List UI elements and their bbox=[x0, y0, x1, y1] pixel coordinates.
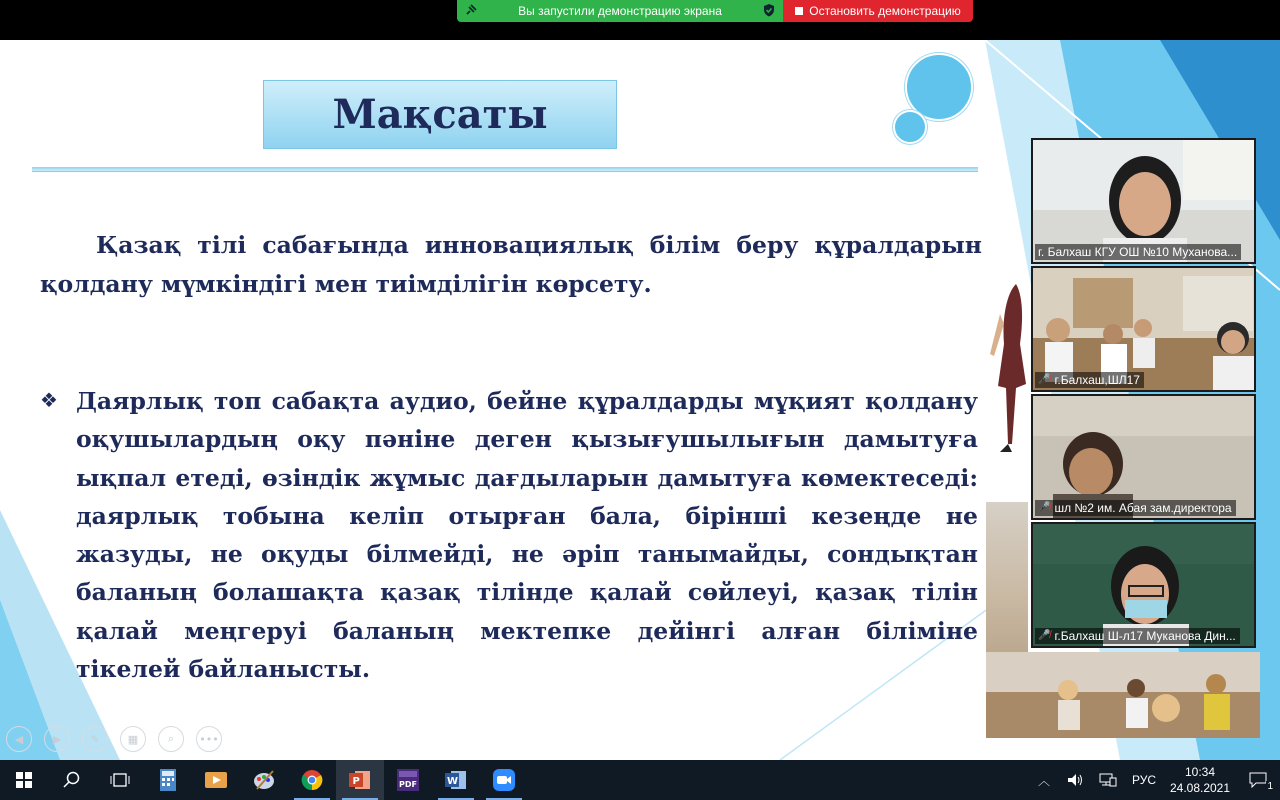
video-tile[interactable] bbox=[1031, 266, 1256, 392]
speaker-icon bbox=[1068, 773, 1084, 787]
decorative-circle-small bbox=[893, 110, 927, 144]
show-hidden-icons-button[interactable] bbox=[1028, 760, 1060, 800]
slide-bullet bbox=[40, 382, 978, 688]
chrome-icon bbox=[301, 769, 323, 791]
more-icon: ••• bbox=[199, 732, 219, 746]
video-tile-name: г. Балхаш КГУ ОШ №10 Муханова... bbox=[1035, 244, 1241, 260]
start-button[interactable] bbox=[0, 760, 48, 800]
powerpoint-icon bbox=[349, 769, 371, 791]
zoom-app-icon bbox=[493, 769, 515, 791]
video-tile[interactable] bbox=[1031, 522, 1256, 648]
notification-icon bbox=[1249, 772, 1267, 788]
pin-icon bbox=[465, 4, 477, 19]
task-view-icon bbox=[110, 772, 130, 788]
paint-icon bbox=[253, 769, 275, 791]
word-app[interactable] bbox=[432, 760, 480, 800]
media-player-icon bbox=[205, 770, 227, 790]
previous-icon: ◀ bbox=[14, 732, 24, 746]
video-tile-name: 🎤̸ г.Балхаш,ШЛ17 bbox=[1035, 372, 1144, 388]
language-indicator[interactable]: РУС bbox=[1131, 773, 1157, 787]
zoom-app[interactable] bbox=[480, 760, 528, 800]
search-button[interactable] bbox=[48, 760, 96, 800]
paint-app[interactable] bbox=[240, 760, 288, 800]
notifications-button[interactable] bbox=[1236, 760, 1280, 800]
network-icon bbox=[1099, 773, 1117, 787]
pen-tool-button[interactable] bbox=[82, 726, 108, 752]
zoom-icon: ⌕ bbox=[167, 732, 175, 745]
clock-date: 24.08.2021 bbox=[1169, 781, 1231, 795]
pen-icon: ✎ bbox=[90, 732, 100, 746]
svg-text:PDF: PDF bbox=[399, 780, 417, 789]
more-options-button[interactable] bbox=[196, 726, 222, 752]
slides-icon: ▦ bbox=[127, 732, 139, 746]
slide-title: Мақсаты bbox=[332, 91, 548, 138]
calculator-app[interactable] bbox=[144, 760, 192, 800]
video-tile-name: 🎤̸ шл №2 им. Абая зам.директора bbox=[1035, 500, 1236, 516]
zoom-slide-button[interactable] bbox=[158, 726, 184, 752]
pdf-app[interactable] bbox=[384, 760, 432, 800]
slide-title-box bbox=[263, 80, 617, 149]
bullet-text: Даярлық топ сабақта аудио, бейне құралдарды мұқият қолдану оқушылардың оқу пәніне деген қызығушылығын дамытуға ықпал етеді, өзіндік жұмыс дағдыларын дамытуға көмектеседі: даярлық тобына келіп отырған бала, бірінші кезеңде не жазуды, не оқуды білмейді, не әріп танымайды, сондықтан баланың болашақта қазақ тілінде қалай сөйлеуі, қазақ тілін қалай меңгеруі баланың мектепке дейінгі алған біліміне тікелей байланысты. bbox=[76, 387, 978, 684]
chevron-up-icon: ︿ bbox=[1037, 773, 1050, 788]
stop-share-label: Остановить демонстрацию bbox=[809, 4, 961, 18]
next-slide-button[interactable] bbox=[44, 726, 70, 752]
chrome-app[interactable] bbox=[288, 760, 336, 800]
video-tile-name: 🎤̸ г.Балхаш Ш-л17 Муканова Дин... bbox=[1035, 628, 1240, 644]
share-status[interactable] bbox=[457, 0, 783, 22]
video-tile[interactable] bbox=[1031, 394, 1256, 520]
previous-slide-button[interactable] bbox=[6, 726, 32, 752]
search-icon bbox=[63, 771, 81, 789]
clock-time: 10:34 bbox=[1184, 765, 1216, 779]
share-status-text: Вы запустили демонстрацию экрана bbox=[518, 4, 722, 18]
start-icon bbox=[16, 772, 32, 788]
stop-icon bbox=[795, 7, 803, 15]
teacher-illustration bbox=[986, 284, 1030, 452]
system-tray bbox=[1028, 760, 1280, 800]
pdf-icon bbox=[397, 769, 419, 791]
next-icon: ▶ bbox=[52, 732, 62, 746]
task-view-button[interactable] bbox=[96, 760, 144, 800]
svg-text:W: W bbox=[447, 776, 459, 787]
muted-mic-icon: 🎤̸ bbox=[1038, 502, 1051, 513]
windows-taskbar bbox=[0, 760, 1280, 800]
powerpoint-app[interactable] bbox=[336, 760, 384, 800]
network-button[interactable] bbox=[1092, 760, 1124, 800]
video-tile[interactable] bbox=[1031, 138, 1256, 264]
screen-share-banner bbox=[457, 0, 973, 22]
volume-button[interactable] bbox=[1060, 760, 1092, 800]
slide-paragraph: Қазақ тілі сабағында инновациялық білім беру құралдарын қолдану мүмкіндігі мен тиімділігін көрсету. bbox=[40, 231, 982, 298]
notification-count: 1 bbox=[1267, 781, 1273, 792]
shield-icon bbox=[763, 4, 775, 20]
title-divider bbox=[32, 167, 978, 172]
classroom-photo-strip bbox=[986, 652, 1260, 738]
clock[interactable] bbox=[1164, 764, 1236, 796]
svg-text:P: P bbox=[352, 776, 360, 787]
muted-mic-icon: 🎤̸ bbox=[1038, 630, 1051, 641]
word-icon bbox=[445, 769, 467, 791]
stop-share-button[interactable] bbox=[783, 0, 973, 22]
bullet-diamond-icon: ❖ bbox=[40, 388, 58, 412]
calculator-icon bbox=[158, 769, 178, 791]
muted-mic-icon: 🎤̸ bbox=[1038, 374, 1051, 385]
media-player-app[interactable] bbox=[192, 760, 240, 800]
see-all-slides-button[interactable] bbox=[120, 726, 146, 752]
